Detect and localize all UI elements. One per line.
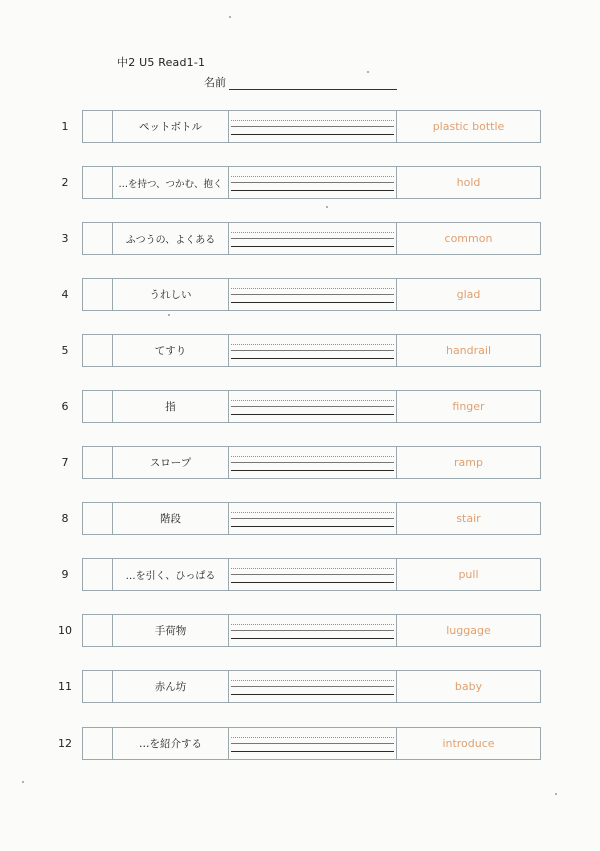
row-frame: [82, 166, 541, 199]
row-number: 9: [61, 568, 69, 581]
worksheet-title: 中2 U5 Read1-1: [117, 56, 206, 69]
vocab-row: [0, 334, 600, 368]
english-word: baby: [454, 680, 483, 693]
japanese-meaning: うれしい: [113, 279, 229, 310]
japanese-meaning: 指: [113, 391, 229, 422]
vocab-row: [0, 390, 600, 424]
vocab-row: [0, 727, 600, 761]
english-word: pull: [458, 568, 479, 581]
scan-speck: [168, 314, 170, 316]
english-word: ramp: [454, 456, 483, 469]
vocab-row: [0, 446, 600, 480]
row-number: 6: [61, 400, 69, 413]
japanese-meaning: …を持つ、つかむ、抱く: [113, 167, 229, 198]
english-word: handrail: [445, 344, 492, 357]
vocab-row: [0, 110, 600, 144]
row-number: 7: [61, 456, 69, 469]
check-box[interactable]: [83, 167, 113, 198]
japanese-meaning: てすり: [113, 335, 229, 366]
check-box[interactable]: [83, 671, 113, 702]
check-box[interactable]: [83, 728, 113, 759]
english-word: plastic bottle: [432, 120, 505, 133]
scan-speck: [555, 793, 557, 795]
row-number: 2: [61, 176, 69, 189]
row-frame: [82, 334, 541, 367]
japanese-meaning: …を紹介する: [113, 728, 229, 759]
answer-writing-area[interactable]: [229, 335, 397, 366]
vocab-row: [0, 166, 600, 200]
name-label: 名前: [204, 76, 226, 89]
answer-writing-area[interactable]: [229, 503, 397, 534]
row-frame: [82, 727, 541, 760]
answer-writing-area[interactable]: [229, 391, 397, 422]
scan-speck: [326, 206, 328, 208]
row-frame: [82, 614, 541, 647]
row-frame: [82, 670, 541, 703]
row-frame: [82, 558, 541, 591]
vocab-row: [0, 222, 600, 256]
row-number: 3: [61, 232, 69, 245]
scan-speck: [22, 781, 24, 783]
japanese-meaning: 赤ん坊: [113, 671, 229, 702]
vocab-row: [0, 278, 600, 312]
check-box[interactable]: [83, 503, 113, 534]
english-word: stair: [456, 512, 481, 525]
row-frame: [82, 222, 541, 255]
japanese-meaning: 階段: [113, 503, 229, 534]
english-word: hold: [456, 176, 481, 189]
answer-writing-area[interactable]: [229, 167, 397, 198]
japanese-meaning: ペットボトル: [113, 111, 229, 142]
answer-writing-area[interactable]: [229, 279, 397, 310]
check-box[interactable]: [83, 447, 113, 478]
english-word: common: [444, 232, 493, 245]
row-number: 10: [58, 624, 72, 637]
answer-writing-area[interactable]: [229, 111, 397, 142]
check-box[interactable]: [83, 223, 113, 254]
vocab-row: [0, 670, 600, 704]
check-box[interactable]: [83, 111, 113, 142]
vocab-row: [0, 614, 600, 648]
answer-writing-area[interactable]: [229, 559, 397, 590]
answer-writing-area[interactable]: [229, 615, 397, 646]
row-number: 12: [58, 737, 72, 750]
answer-writing-area[interactable]: [229, 728, 397, 759]
row-number: 1: [61, 120, 69, 133]
check-box[interactable]: [83, 559, 113, 590]
row-number: 11: [58, 680, 72, 693]
japanese-meaning: 手荷物: [113, 615, 229, 646]
check-box[interactable]: [83, 391, 113, 422]
english-word: introduce: [442, 737, 495, 750]
row-number: 5: [61, 344, 69, 357]
japanese-meaning: …を引く、ひっぱる: [113, 559, 229, 590]
row-frame: [82, 446, 541, 479]
row-number: 8: [61, 512, 69, 525]
japanese-meaning: スロープ: [113, 447, 229, 478]
name-writing-line[interactable]: [229, 89, 397, 90]
scan-speck: [229, 16, 231, 18]
check-box[interactable]: [83, 335, 113, 366]
answer-writing-area[interactable]: [229, 447, 397, 478]
english-word: luggage: [446, 624, 491, 637]
english-word: finger: [452, 400, 485, 413]
scan-speck: [367, 71, 369, 73]
check-box[interactable]: [83, 279, 113, 310]
row-frame: [82, 110, 541, 143]
row-frame: [82, 502, 541, 535]
answer-writing-area[interactable]: [229, 223, 397, 254]
row-number: 4: [61, 288, 69, 301]
row-frame: [82, 278, 541, 311]
row-frame: [82, 390, 541, 423]
vocab-row: [0, 502, 600, 536]
answer-writing-area[interactable]: [229, 671, 397, 702]
english-word: glad: [456, 288, 481, 301]
vocab-row: [0, 558, 600, 592]
check-box[interactable]: [83, 615, 113, 646]
japanese-meaning: ふつうの、よくある: [113, 223, 229, 254]
